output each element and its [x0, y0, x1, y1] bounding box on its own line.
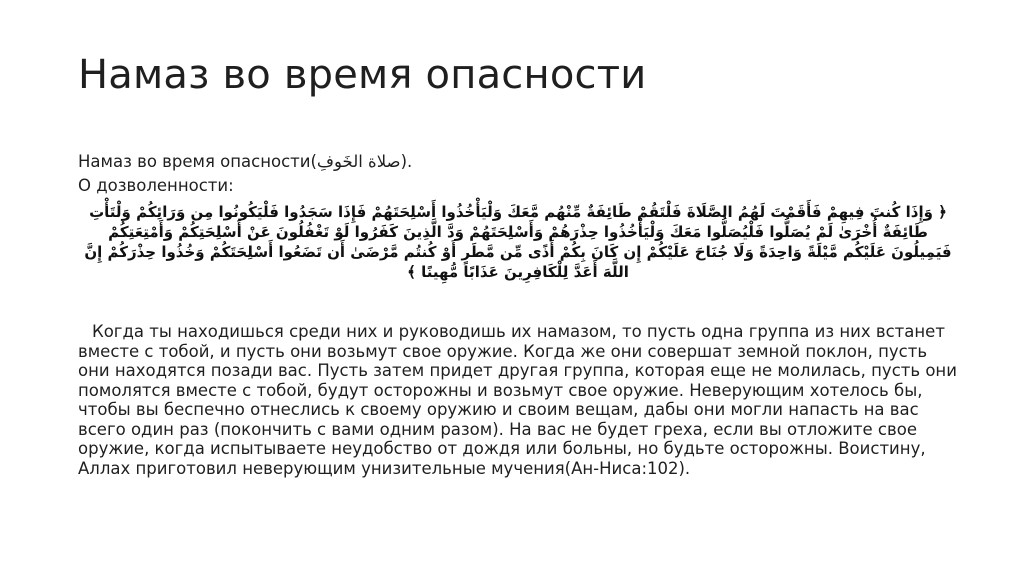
quran-verse-arabic: ﴿ وَإِذَا كُنتَ فِيهِمْ فَأَقَمْتَ لَهُمُ الصَّلَاةَ فَلْتَقُمْ طَائِفَةٌ مِّنْهُم مَّعَكَ وَلْيَأْخُذُوا أَسْلِحَتَهُمْ فَإِذَا سَجَدُوا فَلْيَكُونُوا مِن وَرَائِكُمْ وَلْتَأْتِ طَائِفَةٌ أُخْرَىٰ لَمْ يُصَلُّوا فَلْيُصَلُّوا مَعَكَ وَلْيَأْخُذُوا حِذْرَهُمْ وَأَسْلِحَتَهُمْ وَدَّ الَّذِينَ كَفَرُوا لَوْ تَغْفُلُونَ عَنْ أَسْلِحَتِكُمْ وَأَمْتِعَتِكُمْ فَيَمِيلُونَ عَلَيْكُم مَّيْلَةً وَاحِدَةً وَلَا جُنَاحَ عَلَيْكُمْ إِن كَانَ بِكُمْ أَذًى مِّن مَّطَرٍ أَوْ كُنتُم مَّرْضَىٰ أَن تَضَعُوا أَسْلِحَتَكُمْ وَخُذُوا حِذْرَكُمْ إِنَّ اللَّهَ أَعَدَّ لِلْكَافِرِينَ عَذَابًا مُّهِينًا ﴾	[84, 203, 952, 281]
permission-heading: О дозволенности:	[78, 176, 234, 195]
intro-suffix: ).	[400, 152, 413, 171]
verse-translation: Когда ты находишься среди них и руководишь их намазом, то пусть одна группа из них встанет вместе с тобой, и пусть они возьмут свое оружие. Когда же они совершат земной поклон, пусть они находятся позади вас. Пусть затем придет другая группа, которая еще не молилась, пусть они помолятся вместе с тобой, будут осторожны и возьмут свое оружие. Неверующим хотелось бы, чтобы вы беспечно отнеслись к своему оружию и своим вещам, дабы они могли напасть на вас всего один раз (покончить с вами одним разом). На вас не будет греха, если вы отложите свое оружие, когда испытываете неудобство от дождя или больны, но будьте осторожны. Воистину, Аллах приготовил неверующим унизительные мучения(Ан-Ниса:102).	[78, 322, 957, 478]
slide-title: Намаз во время опасности	[78, 52, 647, 98]
slide-body	[78, 150, 958, 478]
intro-line	[78, 150, 958, 174]
intro-arabic-term: صلاة الخَوفِ	[316, 152, 401, 171]
intro-text: Намаз во время опасности(	[78, 152, 317, 171]
